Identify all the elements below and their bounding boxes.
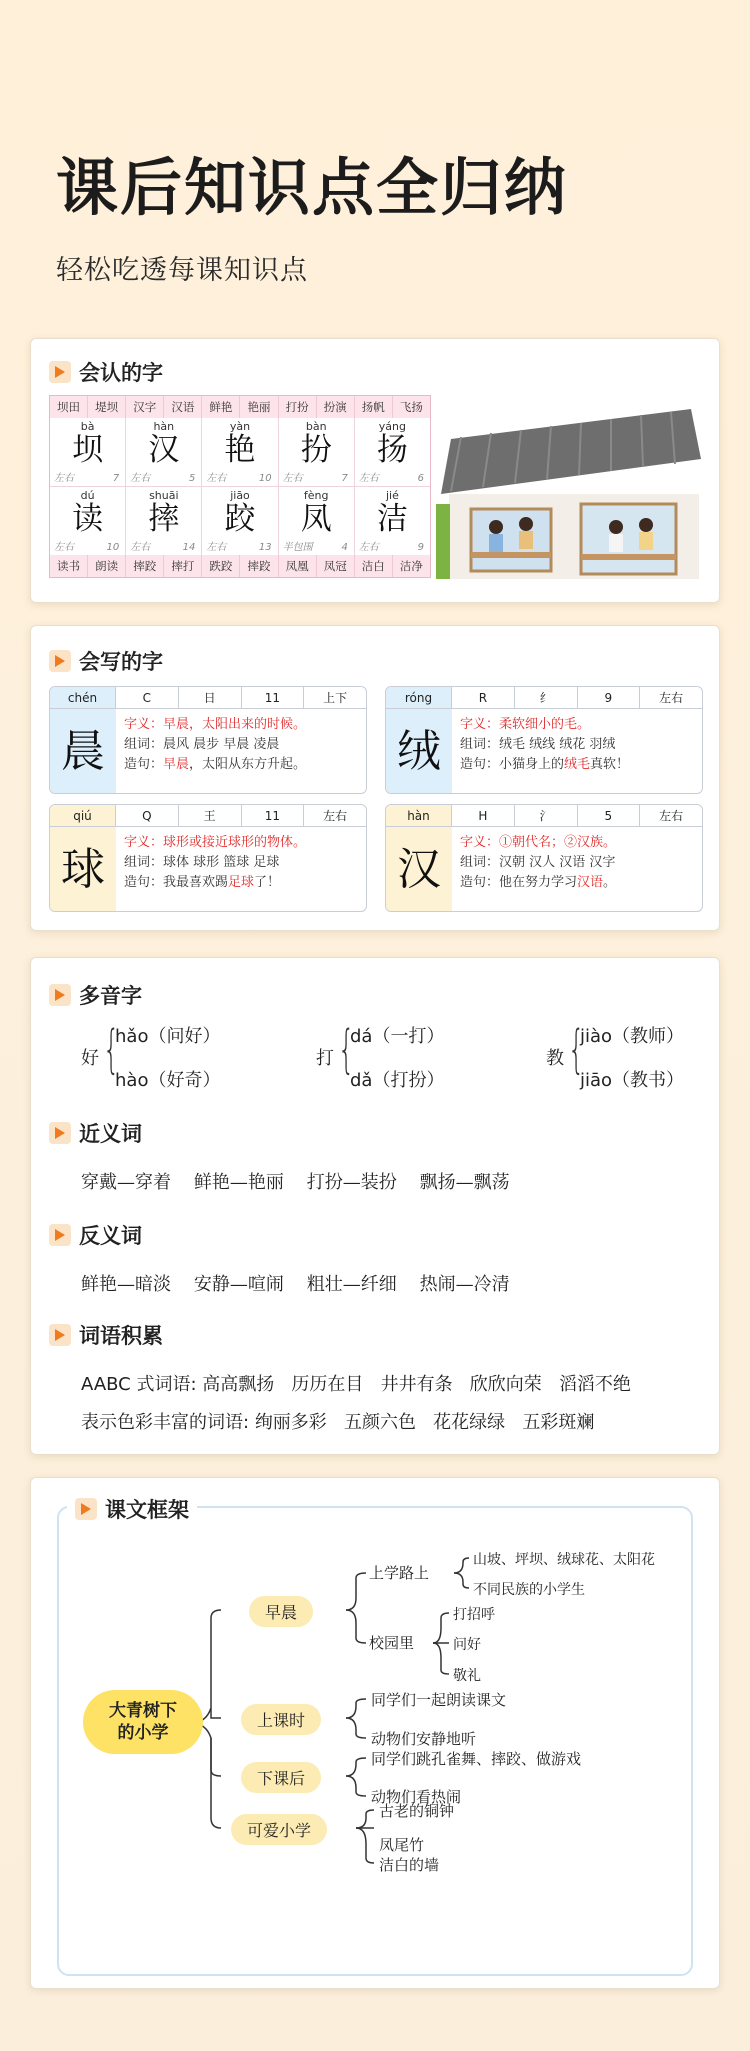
arrow-icon [49,361,71,383]
strokes: 11 [242,687,305,708]
character: 扮 [300,432,332,468]
sentence-part: 了！ [254,875,281,890]
word: 凤冠 [317,555,355,577]
character: 读 [72,501,104,537]
leaf-break-1: 同学们跳孔雀舞、摔跤、做游戏 [371,1750,582,1768]
word: 飞扬 [399,400,423,414]
sentence [460,873,696,893]
word: 跌跤 [202,555,240,577]
stroke-count: 14 [182,542,196,553]
word: 朗读 [88,555,126,577]
character: 扬 [376,432,408,468]
structure: 左右 [323,809,348,823]
accum-word: 绚丽多彩 [254,1412,327,1433]
sentence [124,755,360,775]
word: 摔跤 [240,555,278,577]
antonym-pair: 粗壮—纤细 [306,1274,397,1295]
structure: 左右 [130,473,151,484]
sentence-part: 造句：他在努力学习 [460,875,578,890]
accum-word: 滔滔不绝 [558,1374,631,1395]
leaf-break-2: 动物们看热闹 [371,1788,462,1806]
reading-2: jiāo（教书） [580,1070,685,1091]
pinyin: róng [386,687,452,708]
char-info-bar [386,805,702,827]
stroke-count: 9 [417,542,425,553]
bottom-words-row [50,555,430,577]
accum-word: 花花绿绿 [433,1412,506,1433]
page-title: 课后知识点全归纳 [56,151,569,224]
polyphone-header [49,980,142,1010]
recognize-grid [49,395,431,578]
recognize-card [30,338,720,603]
sentence [460,755,696,775]
structure: 左右 [659,809,684,823]
accum-word: 井井有条 [380,1374,453,1395]
letter: C [116,687,179,708]
structure: 左右 [282,473,303,484]
node-on-way: 上学路上 [369,1564,430,1582]
pinyin: hàn [153,420,175,433]
sentence-part: 真软！ [590,757,630,772]
radical: 日 [179,687,242,708]
stroke-count: 13 [258,542,272,553]
write-card [30,625,720,931]
big-character: 球 [50,827,116,912]
char-cell [355,487,430,555]
strokes: 11 [242,805,305,826]
words: 组词：球体 球形 篮球 足球 [124,855,280,870]
sentence-highlight: 绒毛 [564,757,591,772]
arrow-icon [49,1324,71,1346]
char-detail [460,715,696,775]
accum-line-2 [81,1408,594,1434]
meaning: 字义：球形或接近球形的物体。 [124,835,307,850]
word: 摔打 [164,555,202,577]
pinyin: yàn [229,420,251,433]
pinyin: bà [80,420,95,433]
char-cell [50,418,126,486]
write-char-card [49,804,367,912]
char-cell [279,487,355,555]
synonym-list [81,1168,510,1194]
antonym-header [49,1220,142,1250]
pinyin: qiú [50,805,116,826]
word: 汉语 [164,396,202,418]
character: 汉 [148,432,180,468]
letter: R [452,687,515,708]
structure: 左右 [130,542,151,553]
structure: 左右 [358,542,379,553]
antonym-pair: 鲜艳—暗淡 [81,1274,171,1295]
character: 摔 [148,501,180,537]
char-cell [202,487,278,555]
accum-header [49,1320,163,1350]
leaf-campus-2: 问好 [453,1637,481,1653]
char-cell [50,487,126,555]
sentence-part: 造句：我最喜欢踢 [124,875,229,890]
antonym-list [81,1270,510,1296]
accum-word: 五颜六色 [343,1412,416,1433]
structure: 左右 [54,473,74,484]
pinyin: fèng [303,489,329,502]
accum-word: 五彩斑斓 [522,1412,595,1433]
synonym-title: 近义词 [79,1122,142,1146]
stroke-count: 5 [189,473,196,484]
sentence-part: ，太阳从东方升起。 [189,757,307,772]
synonym-pair: 飘扬—飘荡 [419,1172,510,1193]
accum-label: 表示色彩丰富的词语: [81,1412,250,1433]
pinyin: hàn [386,805,452,826]
char-row-1 [50,418,430,487]
character: 洁 [376,501,408,537]
char-info-bar [386,687,702,709]
big-character: 汉 [386,827,452,912]
pinyin: yáng [378,420,407,433]
stroke-count: 7 [341,473,348,484]
char-info-bar [50,687,366,709]
leaf-campus-3: 敬礼 [453,1668,481,1684]
brace-icon: { [103,1020,120,1080]
pinyin: jié [385,489,399,502]
leaf-class-1: 同学们一起朗读课文 [371,1691,507,1709]
words: 组词：绒毛 绒线 绒花 羽绒 [460,737,616,752]
structure: 左右 [206,473,227,484]
stroke-count: 6 [417,473,425,484]
accum-word: 欣欣向荣 [469,1374,542,1395]
char-cell [202,418,278,486]
leaf-on-way-1: 山坡、坪坝、绒球花、太阳花 [473,1552,655,1568]
word: 扮演 [317,396,355,418]
pinyin: shuāi [149,489,179,502]
word: 艳丽 [240,396,278,418]
char-detail [124,715,360,775]
reading-1: hǎo（问好） [115,1026,221,1047]
pinyin: bàn [305,420,327,433]
stroke-count: 10 [258,473,272,484]
stroke-count: 4 [341,542,348,553]
framework-card [30,1477,720,1989]
pinyin: dú [80,489,95,502]
node-campus: 校园里 [369,1634,415,1652]
recognize-title: 会认的字 [79,361,163,385]
char-row-2 [50,487,430,555]
word: 凤凰 [279,555,317,577]
sentence [124,873,360,893]
word: 坝田 [50,396,88,418]
words: 组词：汉朝 汉人 汉语 汉字 [460,855,616,870]
word: 汉字 [126,396,164,418]
branch-class: 上课时 [241,1704,321,1735]
polyphone-title: 多音字 [79,984,142,1008]
sentence-highlight: 汉语 [577,875,604,890]
character: 跤 [224,501,256,537]
word: 读书 [50,555,88,577]
stroke-count: 10 [106,542,120,553]
vocab-card [30,957,720,1455]
word: 摔跤 [126,555,164,577]
brace-icon: { [338,1020,355,1080]
root-line-1: 大青树下 [109,1701,177,1721]
char-cell [355,418,430,486]
accum-title: 词语积累 [79,1324,163,1348]
branch-morning: 早晨 [249,1596,313,1627]
base-char: 教 [546,1048,564,1069]
arrow-icon [49,1224,71,1246]
sentence-highlight: 足球 [228,875,255,890]
big-character: 绒 [386,709,452,794]
write-char-card [49,686,367,794]
accum-word: 高高飘扬 [202,1374,275,1395]
framework-root [83,1690,203,1754]
page-subtitle: 轻松吃透每课知识点 [56,255,308,286]
branch-break: 下课后 [241,1762,321,1793]
char-cell [279,418,355,486]
reading-1: dá（一打） [350,1026,445,1047]
write-char-card [385,686,703,794]
sentence-part: 造句：小猫身上的 [460,757,565,772]
leaf-on-way-2: 不同民族的小学生 [473,1582,585,1598]
antonym-pair: 安静—喧闹 [193,1274,284,1295]
pinyin: jiāo [230,489,250,502]
structure: 左右 [659,691,684,705]
char-info-bar [50,805,366,827]
arrow-icon [49,984,71,1006]
branch-lovely: 可爱小学 [231,1814,327,1845]
radical: 王 [179,805,242,826]
word: 洁净 [399,559,423,573]
antonym-pair: 热闹—冷清 [419,1274,510,1295]
polyphone-item [81,1022,281,1092]
synonym-pair: 打扮—装扮 [306,1172,397,1193]
big-character: 晨 [50,709,116,794]
word: 洁白 [355,555,393,577]
recognize-header [49,357,163,387]
structure: 半包围 [282,542,313,553]
pinyin: chén [50,687,116,708]
char-cell [126,487,202,555]
synonym-header [49,1118,142,1148]
arrow-icon [49,1122,71,1144]
stroke-count: 7 [112,473,120,484]
synonym-pair: 鲜艳—艳丽 [193,1172,284,1193]
structure: 左右 [54,542,74,553]
radical: 氵 [515,805,578,826]
synonym-pair: 穿戴—穿着 [81,1172,171,1193]
word: 扬帆 [355,396,393,418]
top-words-row [50,396,430,418]
antonym-title: 反义词 [79,1224,142,1248]
char-detail [124,833,360,893]
root-line-2: 的小学 [117,1723,169,1743]
character: 坝 [72,432,104,468]
sentence-part: 。 [603,875,617,890]
character: 凤 [300,501,332,537]
word: 打扮 [279,396,317,418]
base-char: 好 [81,1048,99,1069]
radical: 纟 [515,687,578,708]
sentence-highlight: 早晨 [163,757,190,772]
framework-title: 课文框架 [105,1498,189,1522]
leaf-campus-1: 打招呼 [453,1607,495,1623]
structure: 左右 [358,473,379,484]
character: 艳 [224,432,256,468]
arrow-icon [49,650,71,672]
write-title: 会写的字 [79,650,163,674]
polyphone-item [546,1022,716,1092]
word: 鲜艳 [202,396,240,418]
letter: Q [116,805,179,826]
meaning: 字义：①朝代名；②汉族。 [460,835,617,850]
leaf-lovely-2: 凤尾竹 [379,1836,425,1854]
strokes: 5 [578,805,641,826]
reading-2: dǎ（打扮） [350,1070,445,1091]
char-cell [126,418,202,486]
structure: 左右 [206,542,227,553]
reading-2: hào（好奇） [115,1070,221,1091]
brace-icon: { [568,1020,585,1080]
letter: H [452,805,515,826]
leaf-lovely-1: 古老的铜钟 [379,1802,455,1820]
classroom-illustration [431,409,706,579]
leaf-class-2: 动物们安静地听 [371,1730,477,1748]
accum-word: 历历在目 [291,1374,364,1395]
polyphone-item [316,1022,516,1092]
write-header [49,646,163,676]
structure: 上下 [323,691,348,705]
base-char: 打 [316,1048,334,1069]
write-char-card [385,804,703,912]
accum-label: AABC 式词语: [81,1374,197,1395]
accum-line-1 [81,1370,631,1396]
leaf-lovely-3: 洁白的墙 [379,1856,440,1874]
char-detail [460,833,696,893]
words: 组词：晨风 晨步 早晨 凌晨 [124,737,280,752]
reading-1: jiào（教师） [580,1026,685,1047]
strokes: 9 [578,687,641,708]
word: 堤坝 [88,396,126,418]
meaning: 字义：早晨，太阳出来的时候。 [124,717,307,732]
meaning: 字义：柔软细小的毛。 [460,717,591,732]
sentence-part: 造句： [124,757,164,772]
